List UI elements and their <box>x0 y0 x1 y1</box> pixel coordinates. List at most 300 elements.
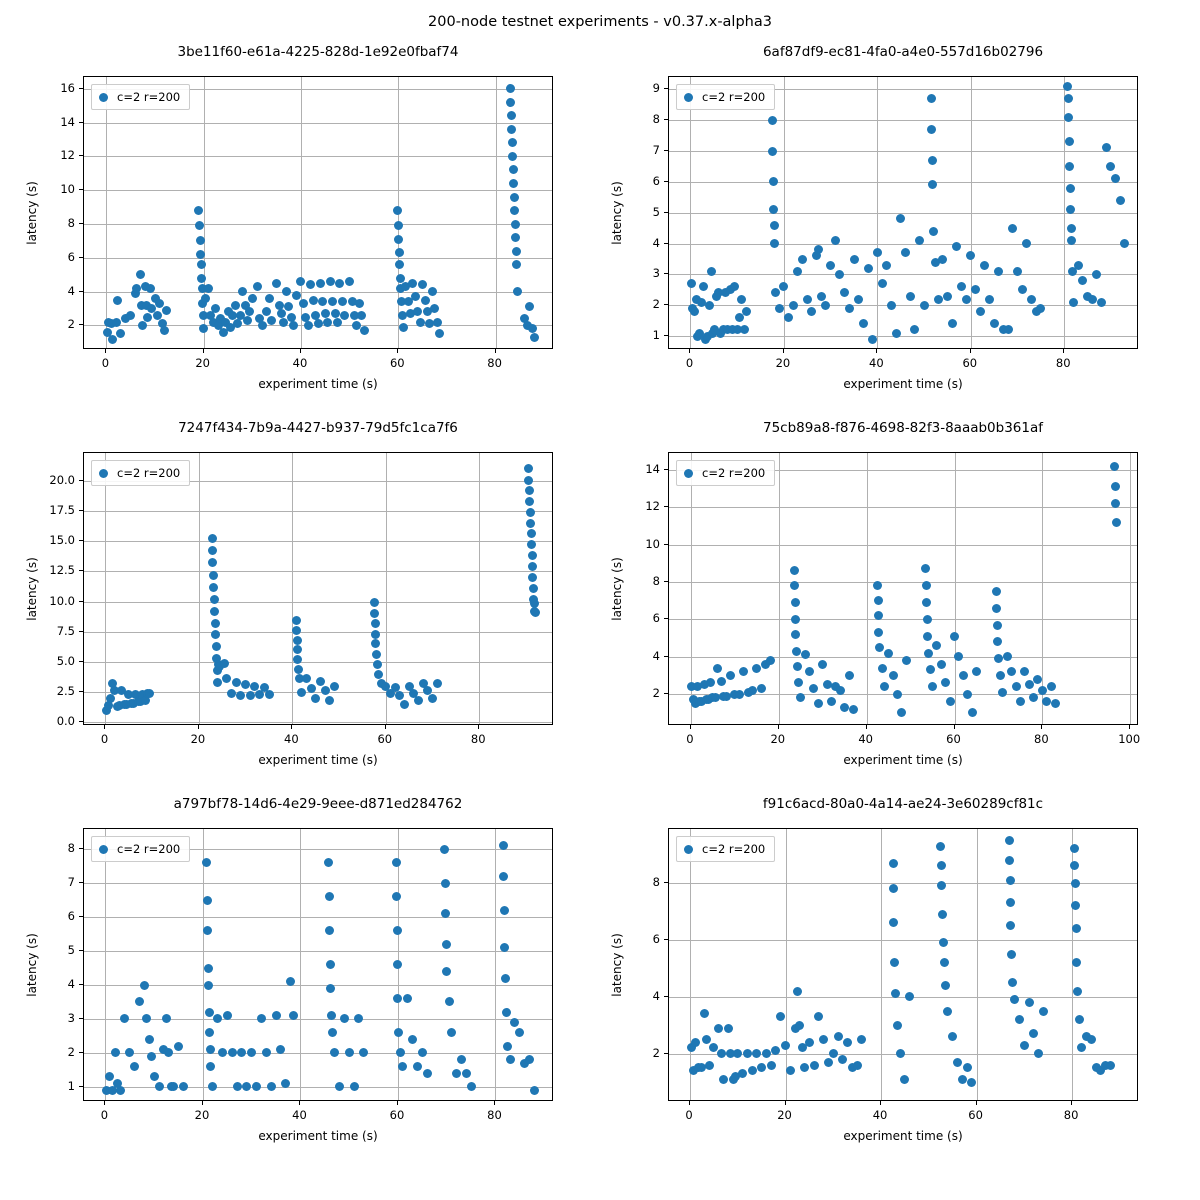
y-tick-label: 12 <box>60 148 75 163</box>
scatter-point <box>140 981 149 990</box>
scatter-point <box>421 296 430 305</box>
x-axis-label: experiment time (s) <box>258 1129 378 1143</box>
gridline-vertical <box>106 77 107 348</box>
chart-title: 6af87df9-ec81-4fa0-a4e0-557d16b02796 <box>762 44 1044 60</box>
scatter-point <box>713 664 722 673</box>
scatter-point <box>896 214 905 223</box>
scatter-point <box>818 660 827 669</box>
scatter-point <box>413 307 422 316</box>
scatter-point <box>433 679 442 688</box>
chart-legend[interactable] <box>91 836 190 862</box>
scatter-point <box>299 299 308 308</box>
scatter-point <box>272 1011 281 1020</box>
scatter-point <box>527 529 536 538</box>
scatter-point <box>399 323 408 332</box>
chart-title: 3be11f60-e61a-4225-828d-1e92e0fbaf74 <box>177 44 459 60</box>
chart-legend[interactable] <box>91 84 190 110</box>
x-tick <box>494 1101 495 1105</box>
y-tick-label: 8 <box>67 216 75 231</box>
x-tick <box>778 725 779 729</box>
scatter-point <box>790 581 799 590</box>
scatter-point <box>211 630 220 639</box>
x-tick <box>783 349 784 353</box>
scatter-point <box>752 1049 761 1058</box>
x-tick <box>203 349 204 353</box>
scatter-point <box>927 94 936 103</box>
scatter-point <box>508 138 517 147</box>
scatter-point <box>1067 224 1076 233</box>
plot-area <box>83 828 553 1101</box>
scatter-point <box>120 1014 129 1023</box>
scatter-point <box>994 654 1003 663</box>
y-tick-label: 4 <box>67 283 75 298</box>
scatter-point <box>794 678 803 687</box>
scatter-point <box>953 1058 962 1067</box>
x-tick-label: 40 <box>869 356 884 370</box>
scatter-point <box>400 700 409 709</box>
scatter-point <box>792 647 801 656</box>
scatter-point <box>206 1045 215 1054</box>
x-tick <box>1041 725 1042 729</box>
scatter-point <box>194 206 203 215</box>
scatter-point <box>920 301 929 310</box>
scatter-point <box>528 324 537 333</box>
scatter-point <box>864 264 873 273</box>
scatter-point <box>292 291 301 300</box>
scatter-point <box>222 674 231 683</box>
y-axis-label: latency (s) <box>25 932 39 997</box>
x-tick-label: 20 <box>775 356 791 370</box>
scatter-point <box>395 248 404 257</box>
scatter-point <box>529 584 538 593</box>
y-tick-label: 16 <box>60 80 75 95</box>
scatter-point <box>934 295 943 304</box>
scatter-point <box>294 665 303 674</box>
gridline-vertical <box>690 829 691 1100</box>
scatter-point <box>147 1052 156 1061</box>
scatter-point <box>1112 518 1121 527</box>
scatter-point <box>507 111 516 120</box>
scatter-point <box>441 879 450 888</box>
chart-panel <box>588 420 1141 773</box>
scatter-point <box>246 691 255 700</box>
gridline-vertical <box>495 829 496 1100</box>
x-tick-label: 80 <box>487 1108 502 1122</box>
scatter-point <box>205 1028 214 1037</box>
scatter-point <box>357 311 366 320</box>
gridline-horizontal <box>84 571 552 572</box>
scatter-point <box>232 678 241 687</box>
scatter-point <box>733 1049 742 1058</box>
scatter-point <box>323 318 332 327</box>
scatter-point <box>145 1035 154 1044</box>
scatter-point <box>218 1048 227 1057</box>
scatter-point <box>398 1062 407 1071</box>
scatter-point <box>371 619 380 628</box>
scatter-point <box>770 239 779 248</box>
gridline-horizontal <box>84 258 552 259</box>
scatter-point <box>968 708 977 717</box>
x-tick <box>689 349 690 353</box>
scatter-point <box>531 608 540 617</box>
scatter-point <box>998 688 1007 697</box>
scatter-point <box>905 992 914 1001</box>
x-tick <box>397 1101 398 1105</box>
plot-area <box>83 452 553 725</box>
scatter-point <box>428 694 437 703</box>
scatter-point <box>282 287 291 296</box>
scatter-point <box>1034 1049 1043 1058</box>
scatter-point <box>1004 325 1013 334</box>
scatter-point <box>328 297 337 306</box>
legend-label: c=2 r=200 <box>702 466 766 480</box>
scatter-point <box>967 1078 976 1087</box>
scatter-point <box>819 1035 828 1044</box>
scatter-point <box>135 997 144 1006</box>
scatter-point <box>403 994 412 1003</box>
scatter-point <box>1038 686 1047 695</box>
scatter-point <box>901 248 910 257</box>
scatter-point <box>937 861 946 870</box>
scatter-point <box>992 587 1001 596</box>
scatter-point <box>289 1011 298 1020</box>
chart-legend[interactable] <box>676 836 775 862</box>
figure-suptitle: 200-node testnet experiments - v0.37.x-alpha3 <box>428 14 772 30</box>
scatter-point <box>927 125 936 134</box>
scatter-point <box>237 1048 246 1057</box>
scatter-point <box>335 1082 344 1091</box>
scatter-point <box>711 693 720 702</box>
scatter-point <box>803 295 812 304</box>
gridline-horizontal <box>84 722 552 723</box>
scatter-point <box>1071 901 1080 910</box>
scatter-point <box>108 335 117 344</box>
scatter-point <box>525 1055 534 1064</box>
scatter-point <box>875 643 884 652</box>
y-tick-label: 0.0 <box>56 714 75 729</box>
scatter-point <box>840 288 849 297</box>
scatter-point <box>827 697 836 706</box>
scatter-point <box>524 464 533 473</box>
scatter-point <box>510 1018 519 1027</box>
scatter-point <box>936 842 945 851</box>
gridline-horizontal <box>84 632 552 633</box>
scatter-point <box>873 581 882 590</box>
y-tick-label: 20.0 <box>49 472 75 487</box>
scatter-point <box>705 1061 714 1070</box>
scatter-point <box>805 1038 814 1047</box>
scatter-point <box>814 1012 823 1021</box>
scatter-point <box>814 699 823 708</box>
scatter-point <box>687 279 696 288</box>
y-tick-label: 3 <box>652 266 660 281</box>
scatter-point <box>928 682 937 691</box>
scatter-point <box>360 326 369 335</box>
scatter-point <box>1029 1029 1038 1038</box>
x-tick <box>478 725 479 729</box>
scatter-point <box>890 958 899 967</box>
gridline-vertical <box>1130 453 1131 724</box>
scatter-point <box>789 301 798 310</box>
scatter-point <box>155 1082 164 1091</box>
scatter-point <box>896 1049 905 1058</box>
gridline-vertical <box>199 453 200 724</box>
x-tick <box>1071 1101 1072 1105</box>
scatter-point <box>946 697 955 706</box>
plot-area <box>668 828 1138 1101</box>
chart-title: 75cb89a8-f876-4698-82f3-8aaab0b361af <box>762 420 1044 436</box>
plot-area <box>668 452 1138 725</box>
scatter-point <box>307 684 316 693</box>
scatter-point <box>408 1035 417 1044</box>
gridline-horizontal <box>84 190 552 191</box>
x-tick <box>1063 349 1064 353</box>
scatter-point <box>326 960 335 969</box>
scatter-point <box>957 282 966 291</box>
scatter-point <box>304 321 313 330</box>
gridline-horizontal <box>669 582 1137 583</box>
scatter-point <box>1039 1007 1048 1016</box>
y-tick-label: 9 <box>652 81 660 96</box>
scatter-point <box>447 1028 456 1037</box>
gridline-horizontal <box>669 244 1137 245</box>
scatter-point <box>169 1082 178 1091</box>
scatter-point <box>757 684 766 693</box>
scatter-point <box>840 703 849 712</box>
gridline-horizontal <box>84 224 552 225</box>
scatter-point <box>1029 693 1038 702</box>
scatter-point <box>748 686 757 695</box>
scatter-point <box>414 696 423 705</box>
scatter-point <box>164 1048 173 1057</box>
scatter-point <box>524 476 533 485</box>
scatter-point <box>302 674 311 683</box>
scatter-point <box>350 1082 359 1091</box>
x-tick-label: 60 <box>968 1108 983 1122</box>
gridline-vertical <box>300 829 301 1100</box>
scatter-point <box>511 220 520 229</box>
scatter-point <box>880 682 889 691</box>
y-tick-label: 10 <box>645 536 660 551</box>
scatter-point <box>1006 898 1015 907</box>
scatter-point <box>834 1032 843 1041</box>
scatter-point <box>345 277 354 286</box>
scatter-point <box>512 260 521 269</box>
scatter-point <box>929 227 938 236</box>
gridline-horizontal <box>84 511 552 512</box>
scatter-point <box>205 1008 214 1017</box>
x-tick <box>1129 725 1130 729</box>
chart-legend[interactable] <box>676 460 775 486</box>
gridline-vertical <box>292 453 293 724</box>
gridline-vertical <box>105 453 106 724</box>
x-tick <box>299 1101 300 1105</box>
y-tick-label: 2 <box>67 1044 75 1059</box>
legend-marker-icon <box>99 469 108 478</box>
scatter-point <box>136 270 145 279</box>
x-tick <box>876 349 877 353</box>
scatter-point <box>805 667 814 676</box>
scatter-point <box>371 639 380 648</box>
x-tick-label: 20 <box>777 1108 792 1122</box>
scatter-point <box>209 583 218 592</box>
x-tick <box>689 1101 690 1105</box>
scatter-point <box>849 705 858 714</box>
scatter-point <box>423 1069 432 1078</box>
scatter-point <box>150 1072 159 1081</box>
chart-panel <box>3 796 553 1149</box>
x-tick-label: 80 <box>470 732 486 746</box>
gridline-horizontal <box>669 883 1137 884</box>
scatter-point <box>1047 682 1056 691</box>
scatter-point <box>1051 699 1060 708</box>
x-tick-label: 0 <box>100 732 109 746</box>
scatter-point <box>206 1062 215 1071</box>
x-tick <box>954 725 955 729</box>
scatter-point <box>739 667 748 676</box>
scatter-point <box>1074 261 1083 270</box>
gridline-horizontal <box>84 951 552 952</box>
scatter-point <box>267 316 276 325</box>
scatter-point <box>528 573 537 582</box>
scatter-point <box>392 858 401 867</box>
gridline-vertical <box>867 453 868 724</box>
x-tick-label: 20 <box>194 1108 210 1122</box>
scatter-point <box>786 1066 795 1075</box>
scatter-point <box>457 1055 466 1064</box>
scatter-point <box>202 858 211 867</box>
scatter-point <box>318 297 327 306</box>
y-tick-label: 2 <box>67 317 75 332</box>
scatter-point <box>791 630 800 639</box>
legend-label: c=2 r=200 <box>117 842 181 856</box>
scatter-point <box>800 1063 809 1072</box>
scatter-point <box>293 645 302 654</box>
scatter-point <box>959 671 968 680</box>
scatter-point <box>145 689 154 698</box>
scatter-point <box>762 1049 771 1058</box>
scatter-point <box>779 282 788 291</box>
y-tick-label: 6 <box>67 249 75 264</box>
scatter-point <box>296 277 305 286</box>
scatter-point <box>500 906 509 915</box>
scatter-point <box>179 1082 188 1091</box>
scatter-point <box>1069 298 1078 307</box>
scatter-point <box>236 691 245 700</box>
scatter-point <box>838 1055 847 1064</box>
scatter-point <box>130 1062 139 1071</box>
x-tick-label: 60 <box>946 732 961 746</box>
scatter-point <box>162 1014 171 1023</box>
scatter-point <box>392 892 401 901</box>
y-axis-label: latency (s) <box>25 180 39 245</box>
legend-label: c=2 r=200 <box>117 466 181 480</box>
y-tick-label: 7 <box>652 143 660 158</box>
x-tick-label: 80 <box>1034 732 1049 746</box>
scatter-point <box>528 551 537 560</box>
scatter-point <box>210 595 219 604</box>
scatter-point <box>311 694 320 703</box>
y-tick-label: 7.5 <box>56 623 75 638</box>
scatter-point <box>835 270 844 279</box>
y-tick-label: 12.5 <box>49 563 75 578</box>
scatter-point <box>824 1058 833 1067</box>
scatter-point <box>373 660 382 669</box>
scatter-point <box>321 686 330 695</box>
scatter-point <box>233 1082 242 1091</box>
gridline-vertical <box>881 829 882 1100</box>
scatter-point <box>370 609 379 618</box>
x-tick <box>880 1101 881 1105</box>
scatter-point <box>328 1028 337 1037</box>
scatter-point <box>321 309 330 318</box>
scatter-point <box>740 325 749 334</box>
scatter-point <box>528 562 537 571</box>
gridline-horizontal <box>669 507 1137 508</box>
scatter-point <box>510 206 519 215</box>
scatter-point <box>768 116 777 125</box>
scatter-point <box>1008 978 1017 987</box>
scatter-point <box>821 301 830 310</box>
scatter-point <box>204 964 213 973</box>
scatter-point <box>1005 836 1014 845</box>
gridline-vertical <box>779 453 780 724</box>
x-tick-label: 20 <box>770 732 786 746</box>
y-tick-label: 6 <box>652 931 660 946</box>
scatter-point <box>796 693 805 702</box>
scatter-point <box>845 304 854 313</box>
scatter-point <box>766 656 775 665</box>
scatter-point <box>238 287 247 296</box>
y-tick-label: 7 <box>67 875 75 890</box>
scatter-point <box>1012 682 1021 691</box>
legend-marker-icon <box>684 93 693 102</box>
scatter-point <box>252 1082 261 1091</box>
scatter-point <box>817 292 826 301</box>
scatter-point <box>893 690 902 699</box>
scatter-point <box>220 659 229 668</box>
scatter-point <box>508 152 517 161</box>
scatter-point <box>1016 697 1025 706</box>
gridline-vertical <box>977 829 978 1100</box>
scatter-point <box>801 650 810 659</box>
scatter-point <box>515 1028 524 1037</box>
scatter-point <box>435 329 444 338</box>
gridline-horizontal <box>84 662 552 663</box>
scatter-point <box>900 1075 909 1084</box>
scatter-point <box>826 261 835 270</box>
scatter-point <box>324 858 333 867</box>
gridline-vertical <box>786 829 787 1100</box>
scatter-point <box>433 318 442 327</box>
scatter-point <box>370 598 379 607</box>
scatter-point <box>223 1011 232 1020</box>
scatter-point <box>1120 239 1129 248</box>
scatter-point <box>717 677 726 686</box>
y-tick-label: 6 <box>67 909 75 924</box>
scatter-point <box>335 279 344 288</box>
scatter-point <box>1072 924 1081 933</box>
y-tick-label: 15.0 <box>49 533 75 548</box>
scatter-point <box>462 1069 471 1078</box>
gridline-horizontal <box>669 182 1137 183</box>
scatter-point <box>938 910 947 919</box>
y-tick-label: 17.5 <box>49 502 75 517</box>
chart-legend[interactable] <box>676 84 775 110</box>
scatter-point <box>771 288 780 297</box>
chart-legend[interactable] <box>91 460 190 486</box>
scatter-point <box>1071 879 1080 888</box>
